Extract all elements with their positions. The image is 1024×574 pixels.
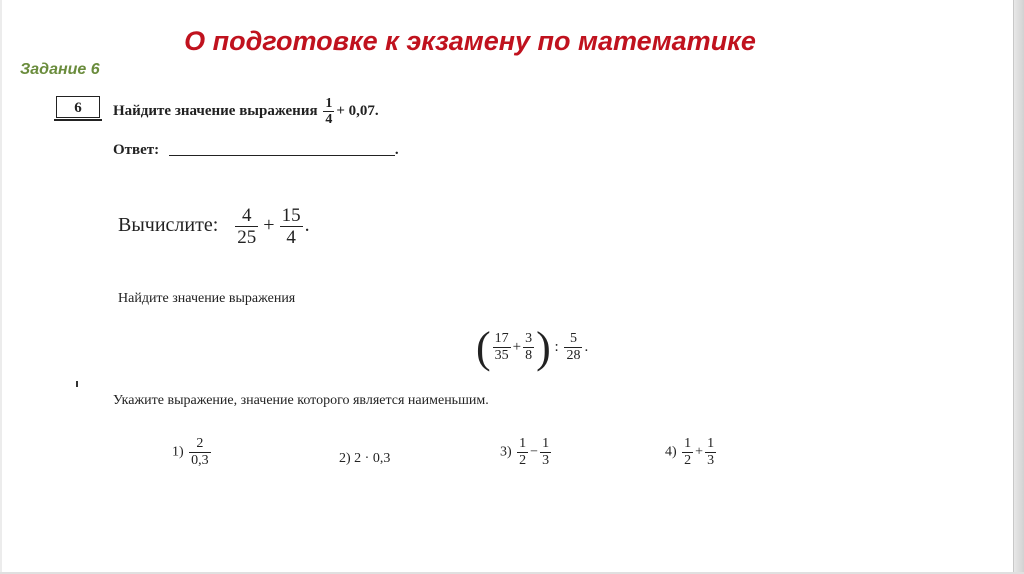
task4-option-1 [172, 436, 213, 469]
task2-statement [118, 205, 310, 248]
task3-fraction-1 [493, 331, 511, 364]
option-4-fraction-a [682, 436, 693, 469]
option-1-numerator: 2 [189, 436, 211, 453]
task2-f2-numerator: 15 [281, 205, 301, 226]
scan-mark [76, 381, 78, 387]
task4-prompt: Укажите выражение, значение которого является наименьшим. [113, 393, 489, 408]
task4-option-2 [339, 451, 390, 467]
task3-prompt: Найдите значение выражения [118, 291, 296, 306]
option-3-b-numerator: 1 [542, 436, 550, 451]
task1-end: . [374, 102, 379, 119]
task1-frac-numerator: 1 [325, 96, 333, 111]
task2-f1-denominator: 25 [237, 227, 257, 248]
task1-fraction [323, 96, 334, 127]
task2-end: . [304, 214, 310, 237]
option-4-a-denominator: 2 [684, 453, 692, 468]
option-1-fraction [189, 436, 211, 469]
option-4-label: 4) [665, 444, 677, 460]
option-1-denominator: 0,3 [191, 453, 209, 468]
task3-end: . [584, 338, 589, 355]
answer-row [113, 142, 399, 159]
option-3-fraction-b [540, 436, 551, 469]
task3-close-paren: ) [536, 323, 551, 372]
option-3-b-denominator: 3 [542, 453, 550, 468]
task1-prompt: Найдите значение выражения [113, 102, 318, 119]
task3-f1-numerator: 17 [494, 331, 509, 346]
task-number-box: 6 [56, 96, 100, 118]
task1-tail: + 0,07 [336, 102, 375, 119]
task3-open-paren: ( [476, 323, 491, 372]
answer-label: Ответ: [113, 142, 160, 158]
task3-f1-denominator: 35 [494, 348, 509, 363]
option-2-label: 2) [339, 451, 351, 466]
task3-f2-numerator: 3 [525, 331, 533, 346]
task3-operator-plus: + [512, 338, 522, 355]
option-4-b-numerator: 1 [707, 436, 715, 451]
task2-prompt: Вычислите: [118, 214, 219, 237]
slide-title: О подготовке к экзамену по математике [184, 26, 756, 56]
option-3-a-numerator: 1 [519, 436, 527, 451]
option-3-operator: − [530, 444, 539, 460]
task4-option-4 [665, 436, 718, 469]
slide-subtitle: Задание 6 [20, 61, 100, 78]
task2-f2-denominator: 4 [286, 227, 296, 248]
task2-f1-numerator: 4 [235, 205, 258, 227]
option-4-fraction-b [705, 436, 716, 469]
slide-left-edge [0, 0, 2, 574]
task1-statement [113, 96, 379, 127]
option-1-label: 1) [172, 444, 184, 460]
option-2-expression: 2 · 0,3 [354, 451, 391, 466]
task3-f2-denominator: 8 [525, 348, 533, 363]
answer-end: . [394, 142, 399, 158]
task4-option-3 [500, 436, 553, 469]
task3-f3-numerator: 5 [564, 331, 582, 348]
option-4-b-denominator: 3 [707, 453, 715, 468]
task3-fraction-2 [523, 331, 534, 364]
task3-fraction-3 [564, 331, 582, 364]
task3-expression [476, 322, 588, 373]
answer-blank-line[interactable] [169, 155, 395, 156]
task2-operator: + [263, 214, 275, 237]
option-4-a-numerator: 1 [684, 436, 692, 451]
task3-f3-denominator: 28 [566, 348, 581, 363]
task2-fraction-1 [235, 205, 258, 248]
task1-frac-denominator: 4 [325, 112, 333, 127]
option-4-operator: + [695, 444, 704, 460]
option-3-fraction-a [517, 436, 528, 469]
slide-right-shadow [1014, 0, 1024, 574]
task3-operator-div: : [554, 338, 559, 355]
option-3-a-denominator: 2 [519, 453, 527, 468]
task2-fraction-2 [280, 205, 303, 248]
option-3-label: 3) [500, 444, 512, 460]
